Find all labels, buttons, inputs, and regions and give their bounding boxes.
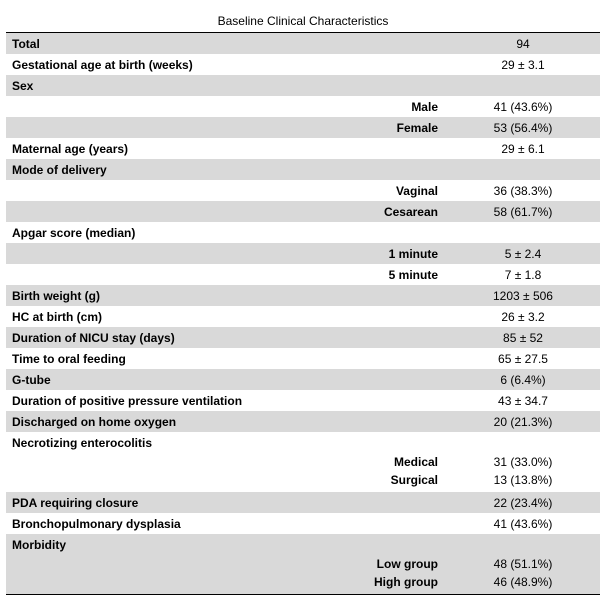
- table-row-morbidity: [6, 534, 600, 555]
- row-sublabel-stack: [6, 555, 446, 595]
- row-label: Morbidity: [6, 534, 446, 555]
- row-sublabel: Cesarean: [6, 201, 446, 222]
- row-label: Duration of positive pressure ventilation: [12, 393, 243, 408]
- row-label: Bronchopulmonary dysplasia: [12, 516, 181, 531]
- row-value: [446, 222, 600, 243]
- table-row-nicu-stay: [6, 327, 600, 348]
- row-value: 13 (13.8%): [493, 473, 553, 487]
- row-value: 36 (38.3%): [493, 183, 553, 198]
- row-label: Maternal age (years): [12, 141, 129, 156]
- table-row-oral-feeding: [6, 348, 600, 369]
- row-value: 58 (61.7%): [446, 201, 600, 222]
- row-label: Time to oral feeding: [12, 351, 126, 366]
- table-row-mode-of-delivery: [6, 159, 600, 180]
- row-value: 22 (23.4%): [446, 492, 600, 513]
- row-sublabel: 5 minute: [388, 267, 438, 282]
- row-value: 41 (43.6%): [493, 99, 553, 114]
- row-label: G-tube: [6, 369, 446, 390]
- row-value: 65 ± 27.5: [498, 351, 548, 366]
- row-sublabel: Medical: [393, 455, 438, 469]
- row-label: PDA requiring closure: [6, 492, 446, 513]
- row-label: Mode of delivery: [6, 159, 446, 180]
- row-value: 46 (48.9%): [493, 575, 553, 589]
- row-sublabel: Male: [411, 99, 438, 114]
- table-row-gestational-age: [6, 54, 600, 75]
- row-value: 1203 ± 506: [446, 285, 600, 306]
- table-row-birth-weight: [6, 285, 600, 306]
- row-value: 7 ± 1.8: [504, 267, 542, 282]
- table-row-maternal-age: [6, 138, 600, 159]
- row-value: 85 ± 52: [446, 327, 600, 348]
- row-value: [446, 432, 600, 453]
- row-value: 26 ± 3.2: [501, 309, 545, 324]
- row-value-stack: [446, 453, 600, 492]
- row-value: [446, 75, 600, 96]
- row-label: Necrotizing enterocolitis: [12, 435, 153, 450]
- row-value: 48 (51.1%): [493, 557, 553, 571]
- row-sublabel-stack: [6, 453, 446, 492]
- row-value: [446, 534, 600, 555]
- table-row-bpd: [6, 513, 600, 534]
- table-row-apgar-5min: [6, 264, 600, 285]
- row-value: [446, 159, 600, 180]
- table-row-nec-types: [6, 453, 600, 492]
- characteristics-table-container: [6, 10, 600, 595]
- row-value: 41 (43.6%): [493, 516, 553, 531]
- table-row-g-tube: [6, 369, 600, 390]
- row-value: 5 ± 2.4: [446, 243, 600, 264]
- table-row-female: [6, 117, 600, 138]
- table-row-vaginal: [6, 180, 600, 201]
- row-value: 6 (6.4%): [446, 369, 600, 390]
- table-row-apgar: [6, 222, 600, 243]
- characteristics-table: [6, 33, 600, 595]
- row-value-stack: [446, 555, 600, 595]
- row-sublabel: Surgical: [390, 473, 438, 487]
- table-row-sex: [6, 75, 600, 96]
- row-sublabel: Low group: [376, 557, 438, 571]
- row-value: 29 ± 3.1: [501, 57, 545, 72]
- row-value: 31 (33.0%): [493, 455, 553, 469]
- table-row-morbidity-groups: [6, 555, 600, 595]
- row-label: Birth weight (g): [6, 285, 446, 306]
- row-value: 29 ± 6.1: [501, 141, 545, 156]
- row-label: Total: [6, 33, 446, 54]
- table-row-home-oxygen: [6, 411, 600, 432]
- row-sublabel: Vaginal: [395, 183, 438, 198]
- row-sublabel: 1 minute: [6, 243, 446, 264]
- table-row-hc-at-birth: [6, 306, 600, 327]
- row-value: 53 (56.4%): [446, 117, 600, 138]
- table-title: Baseline Clinical Characteristics: [6, 10, 600, 33]
- table-row-total: [6, 33, 600, 54]
- row-label: HC at birth (cm): [12, 309, 102, 324]
- table-row-male: [6, 96, 600, 117]
- row-value: 20 (21.3%): [446, 411, 600, 432]
- row-sublabel: Female: [6, 117, 446, 138]
- table-row-nec: [6, 432, 600, 453]
- table-row-ppv-duration: [6, 390, 600, 411]
- row-value: 94: [446, 33, 600, 54]
- row-label: Sex: [6, 75, 446, 96]
- row-label: Gestational age at birth (weeks): [12, 57, 193, 72]
- table-row-cesarean: [6, 201, 600, 222]
- row-label: Discharged on home oxygen: [6, 411, 446, 432]
- row-label: Apgar score (median): [12, 225, 136, 240]
- row-value: 43 ± 34.7: [498, 393, 548, 408]
- table-row-pda: [6, 492, 600, 513]
- row-sublabel: High group: [374, 575, 438, 589]
- table-row-apgar-1min: [6, 243, 600, 264]
- row-label: Duration of NICU stay (days): [6, 327, 446, 348]
